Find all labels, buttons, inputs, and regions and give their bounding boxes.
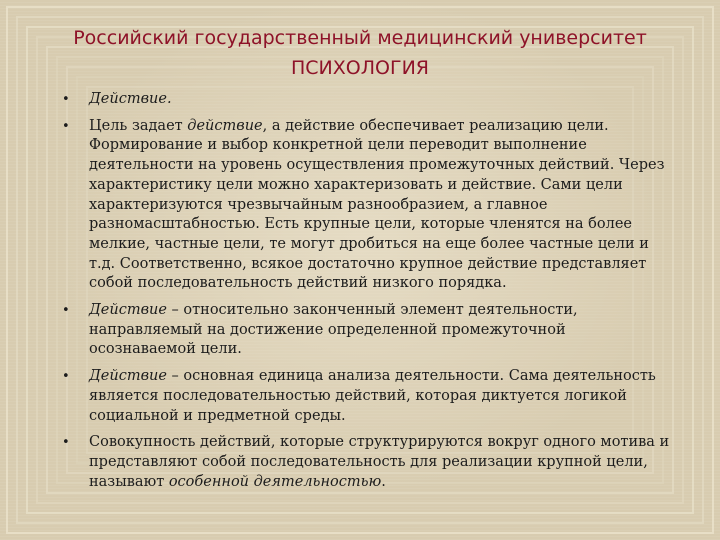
bullet-marker: • xyxy=(62,118,70,134)
slide-title-line-2: ПСИХОЛОГИЯ xyxy=(291,57,429,79)
bullet-item xyxy=(62,117,674,294)
item-body-text: Совокупность действий, которые структурируются вокруг одного мотива и представляют собой последовательность для реализации крупной цели, называют xyxy=(89,434,670,490)
bullet-item xyxy=(62,301,674,360)
bullet-marker: • xyxy=(62,435,70,451)
bullet-marker: • xyxy=(62,303,70,319)
item-body-text: – относительно законченный элемент деятельности, направляемый на достижение определенной промежуточной осознаваемой цели. xyxy=(89,302,578,358)
item-tail-text: . xyxy=(381,473,386,490)
item-lead-text: Цель задает xyxy=(89,117,188,134)
slide-title xyxy=(20,23,700,83)
bullet-marker: • xyxy=(62,369,70,385)
item-body-text: , а действие обеспечивает реализацию цели. Формирование и выбор конкретной цели переводит выполнение деятельности на уровень осуществления промежуточных действий. Через характеристику цели можно характеризовать и действие. Сами цели характеризуются чрезвычайным разнообразием, а главное разномасштабностью. Есть крупные цели, которые членятся на более мелкие, частные цели, те могут дробиться на еще более частные цели и т.д. Соответственно, всякое достаточно крупное действие представляет собой последовательность действий низкого порядка. xyxy=(89,117,665,292)
item-body-text: – основная единица анализа деятельности. Сама деятельность является последовательностью действий, которая диктуется логикой социальной и предметной среды. xyxy=(89,368,656,424)
bullet-item xyxy=(62,90,674,110)
slide-title-line-1: Российский государственный медицинский университет xyxy=(73,27,647,49)
bullet-list xyxy=(62,90,674,499)
term-text: Действие xyxy=(89,368,167,385)
bullet-item xyxy=(62,433,674,492)
term-text: Действие xyxy=(89,302,167,319)
term-text: Действие. xyxy=(89,91,172,107)
term-text: особенной деятельностью xyxy=(168,473,382,490)
bullet-item xyxy=(62,367,674,426)
bullet-marker: • xyxy=(62,92,70,107)
term-text: действие xyxy=(187,117,263,134)
